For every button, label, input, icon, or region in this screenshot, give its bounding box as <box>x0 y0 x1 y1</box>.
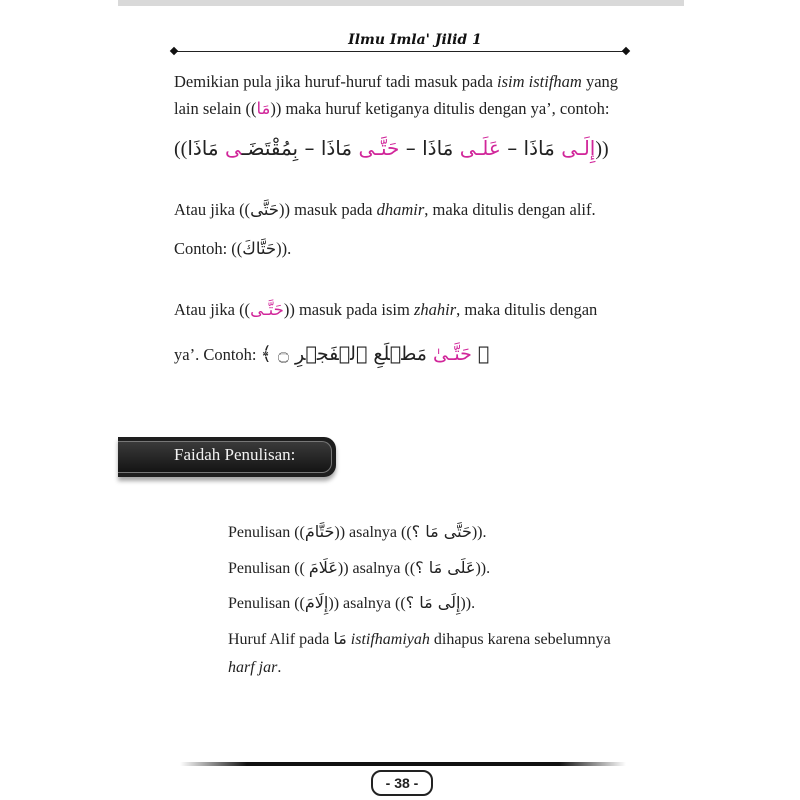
section-banner <box>118 437 336 477</box>
arabic-example <box>187 136 595 160</box>
arabic-word: حَتَّـىٰ <box>433 343 472 365</box>
bracket: (( <box>174 138 188 160</box>
arabic-word: عَلَـى <box>459 136 501 160</box>
text: Atau jika (( <box>174 200 251 219</box>
text: , maka ditulis dengan alif. <box>424 200 596 219</box>
arabic-word: إِلَى مَا ؟ <box>405 593 461 612</box>
quran-verse <box>261 343 490 365</box>
arabic-word: مَطۡلَعِ ٱلۡفَجۡرِ ۝ ﴾ <box>260 343 433 365</box>
faidah-line-3 <box>228 591 475 616</box>
text: )) masuk pada <box>279 200 377 219</box>
arabic-word: حَتَّـى <box>358 136 400 160</box>
text: ya’. Contoh: <box>174 345 261 364</box>
bracket: )) <box>595 138 609 160</box>
term-istifhamiyah: istifhamiyah <box>350 631 430 648</box>
arabic-word: مَاذَا – <box>500 136 562 160</box>
text: Demikian pula jika huruf-huruf tadi masuk pada <box>174 72 498 91</box>
arabic-word: حَتَّامَ <box>304 522 335 541</box>
arabic-word: مَاذَا – بِمُقْتَضَـ <box>241 136 359 160</box>
page-number: - 38 - <box>371 770 433 796</box>
ornate-bracket: ﴿ <box>471 343 490 365</box>
arabic-word: إِلَـى <box>561 136 596 160</box>
arabic-word: مَاذَا <box>187 136 225 160</box>
text: )). <box>471 524 487 541</box>
text: Huruf Alif pada <box>228 631 334 648</box>
text: Penulisan (( <box>228 524 305 541</box>
header-rule <box>174 51 626 52</box>
text: )). <box>460 595 476 612</box>
faidah-line-2 <box>228 556 490 581</box>
term-harf-jar: harf jar <box>228 659 278 676</box>
text: Penulisan (( <box>228 595 305 612</box>
text: Penulisan (( <box>228 560 309 577</box>
text: )) asalnya (( <box>337 560 416 577</box>
example-line-1 <box>174 136 614 161</box>
arabic-word: حَتَّى مَا ؟ <box>411 522 472 541</box>
text: )) asalnya (( <box>328 595 406 612</box>
arabic-word: حَتَّـى <box>250 300 284 319</box>
arabic-word: حَتَّى <box>250 200 279 219</box>
arabic-word: مَا <box>333 629 347 648</box>
arabic-word: مَاذَا – <box>399 136 460 160</box>
text: Contoh: (( <box>174 239 243 258</box>
paragraph-2-example <box>174 235 644 262</box>
text: )). <box>276 239 292 258</box>
arabic-word: حَتَّاكَ <box>242 239 277 258</box>
term-dhamir: dhamir <box>376 200 425 219</box>
paragraph-2 <box>174 196 644 223</box>
text: dihapus karena sebelumnya <box>429 631 611 648</box>
text: )). <box>475 560 491 577</box>
paragraph-3-example <box>174 341 644 368</box>
arabic-word: مَا <box>256 99 271 118</box>
text: )) maka huruf ketiganya ditulis dengan ya’, contoh: <box>270 99 610 118</box>
text: yang lain selain (( <box>174 72 619 118</box>
term-zhahir: zhahir <box>413 300 457 319</box>
footer-rule <box>180 762 626 766</box>
section-title: Faidah Penulisan: <box>174 445 296 464</box>
arabic-word: إِلَامَ <box>304 593 329 612</box>
text: Atau jika (( <box>174 300 251 319</box>
term-isim-istifham: isim istifham <box>497 72 582 91</box>
faidah-line-4 <box>228 627 611 652</box>
text: )) masuk pada isim <box>283 300 414 319</box>
arabic-word: عَلَامَ <box>308 558 338 577</box>
faidah-line-5 <box>228 656 281 680</box>
top-band <box>118 0 684 6</box>
arabic-letter: ى <box>224 136 242 160</box>
text: )) asalnya (( <box>334 524 412 541</box>
faidah-line-1 <box>228 520 487 545</box>
paragraph-1 <box>174 68 644 122</box>
text: . <box>277 659 282 676</box>
text: , maka ditulis dengan <box>456 300 598 319</box>
running-title: Ilmu Imla' Jilid 1 <box>348 32 482 48</box>
arabic-word: عَلَى مَا ؟ <box>415 558 476 577</box>
paragraph-3 <box>174 296 644 323</box>
